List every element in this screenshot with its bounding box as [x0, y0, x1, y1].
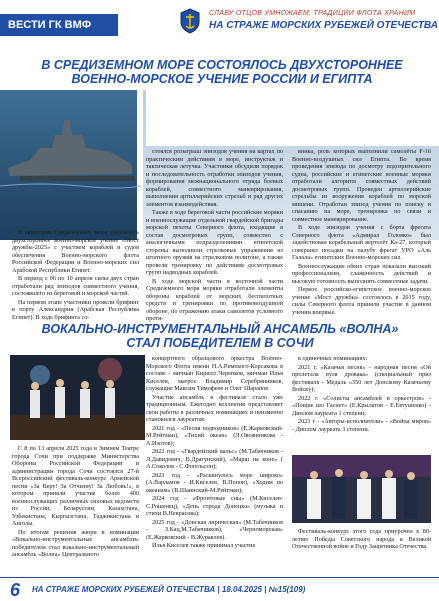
paragraph: Фестиваль-конкурс этого года приурочен к 80-летию Победы Советского народа в Великой Отечественной войне и Году Защитника Отечества.: [292, 528, 431, 550]
section-tag: ВЕСТИ ГК ВМФ: [0, 14, 118, 36]
paragraph: В ходе морской части в восточной части Средиземного моря моряки отработали элементы обороны кораблей от морских беспилотных средств и тренировки по противовоздушной обороне, по отражению атаки самолетов условного проти-: [146, 277, 283, 322]
paragraph: 2021 год - «Песня подводников» (Е.Жарковский-М.Рейтман), «Тихий океан» (Л.Овсянникова - А.Изотов);: [146, 424, 283, 447]
band-stage-photo: [10, 355, 145, 440]
page-footer: [0, 577, 439, 601]
paragraph: 2022 год - «Гвардейский вальс» (М.Табачников - Л.Давидович, В.Драгунский), «Марш на коне» ( А.Соколов - С.Фогельсон);: [146, 448, 283, 470]
paragraph: В акватории Средиземного моря состоялось двухстороннее военно-морское учение «Мост дружбы-2025» с участием кораблей и судов обеспечения Военно-морского флота Российской Федерации и Военно-морских сил Арабской Республики Египет.: [12, 229, 139, 274]
award-ceremony-photo: [292, 455, 431, 523]
paragraph: Также в ходе береговой части российские моряки и военнослужащие отдельной гвардейской бригады морской пехоты Северного флота, входящие в состав досмотровых групп, совместно с аналогичными подразделениями египетской стороны выполнили стрелковые упражнения из штатного оружия на стрелковом полигоне, а также провели тренировку по действиям досмотровых групп надводных кораблей.: [146, 209, 283, 276]
paragraph: По итогам решения жюри в номинации «Вокально-инструментальные ансамбли» победителем стал вокально-инструментальный ансамбль «Волна» Центрального: [12, 528, 139, 558]
paragraph: Военнослужащие обеих стран показали высокий профессионализм, слаженность действий и высокую готовность выполнять совместные задачи.: [292, 262, 431, 285]
paragraph: концертного образцового оркестра Военно-Морского Флота имени Н.А.Римского-Корсакова в составе - мичман Кирилл Черепков, мичман Илья Киселев, матрос Владимир Серебрянников, служащие Максим Тимофеев и Олег Шарапов.: [146, 355, 283, 392]
paragraph: Илья Киселев также принимал участие: [152, 542, 256, 549]
page-number: 6: [10, 580, 21, 600]
slogan: СЛАВУ ОТЦОВ УМНОЖАЕМ, ТРАДИЦИИ ФЛОТА ХРАНИМ: [209, 10, 416, 17]
article2-column-3-continued: [292, 528, 431, 570]
paragraph: На первом этапе участники провели брифинг в порту Александрия (Арабская Республика Египет). В ходе брифинга со-: [12, 298, 139, 321]
article2-column-2: [146, 355, 283, 570]
paragraph: В ходе эпизодов учения с борта фрегата Северного флота «Адмирал Головко» был задействован корабельный вертолёт Ка-27, который совершил посадки на палубу фрегат УРО «Аль Галала» египетских Военно-морских сил.: [292, 224, 431, 261]
paragraph: 2021 г. «Казачья песня» - народная песня «Ой пролетала пуля дровака» (специальный приз фестиваля - Медаль «350 лет Донскому Казачьему Войску);: [292, 363, 431, 393]
article2-column-1: [12, 445, 139, 565]
navy-emblem-icon: [179, 8, 201, 34]
paragraph: В период с 06 по 10 апреля силы двух стран отработали ряд эпизодов совместного учения, состоявшего из береговой и морской частей.: [12, 275, 139, 297]
article2-column-3: [292, 355, 431, 455]
paragraph: С 8 по 13 апреля 2025 года в Зимнем Театре города Сочи при поддержке Министерства Обороны Российской Федерации и администрации города Сочи состоялся 27-й Всероссийский фестиваль-конкурс Армейской песни «За Веру! За Отчизну! За Любовь!», в котором приняли участие более 400 военнослужащих различных силовых ведомств из России, Беларуссии, Казахстана, Узбекистана, Кыргызстана, Таджикистана и Анголы.: [12, 445, 139, 527]
article1-title: В СРЕДИЗЕМНОМ МОРЕ СОСТОЯЛОСЬ ДВУХСТОРОННЕЕ ВОЕННО-МОРСКОЕ УЧЕНИЕ РОССИИ И ЕГИПТА: [41, 58, 403, 86]
paragraph: 2022 г. «Солисты ансамблей и оркестров» - «Пощие шо Гаснет» (Е.Крылатов - Е.Евтушенко) - Диплом лауреата 1 степени;: [292, 394, 431, 417]
paragraph: 2023 г - «Авторы-исполнители» - «Война миров» - Диплом лауреата 3 степени.: [292, 418, 431, 433]
paragraph: в одиночных номинациях:: [298, 355, 368, 362]
paragraph: вника, роль которых выполнили самолёты F-16 Военно-воздушных сил Египта. Во время проведения эпизода по досмотру подозрительного судна, российские и египетские военные моряки отработали алгоритм совместных действий досмотровых групп. Проведен артиллерийские стрельбы из вооружения кораблей по морской мишени. Отработан эпизод учения по поиску и спасанию на море, тренировка по связи и совместное маневрирование.: [292, 148, 431, 223]
paragraph: Участие ансамбль в фестивале стало уже традиционным. Ежегодно коллектив представляет свои работы в различных номинациях и неизменно становился лауреатом:: [146, 393, 283, 423]
paragraph: 2025 год - «Донская лирическая» (М.Табачников - З.Кац,М.Табачников), «Черноморская» (Е.Жарковский - В.Журавлев).: [146, 518, 283, 541]
article2-title: ВОКАЛЬНО-ИНСТРУМЕНТАЛЬНЫЙ АНСАМБЛЬ «ВОЛНА» СТАЛ ПОБЕДИТЕЛЕМ В СОЧИ: [41, 322, 399, 350]
page-header: [0, 0, 439, 42]
paragraph: Первое российско-египетское военно-морское учение «Мост дружбы» состоялось в 2015 году, силы Северного флота приняли участие в данном учении впервые.: [292, 286, 431, 316]
footer-text: НА СТРАЖЕ МОРСКИХ РУБЕЖЕЙ ОТЕЧЕСТВА | 18.04.2025 | №15(109): [32, 585, 306, 594]
paragraph: 2024 год - «Фронтовые сны» (М.Киселев-С.Рошенец), «День города Донецка» (музыка и стихи В.Некрасова);: [146, 495, 283, 517]
paragraph: стоялся розыгрыш эпизодов учения на картах по практическим действиям в море, инструктаж и тактическая летучка. Участники обсудили порядок и последовательность отработки эпизодов учения, формирования межнационального отряда боевых кораблей, совместного маневрирования, выполнения артиллерийских стрельб и ряд других элементов взаимодействия.: [146, 148, 283, 208]
masthead: НА СТРАЖЕ МОРСКИХ РУБЕЖЕЙ ОТЕЧЕСТВА: [209, 20, 438, 31]
paragraph: 2023 год - «Раскинулось море широко» (А.Варламов - И.Киселев, В.Попов), «Ходим по океанам» (В.Шаинский-М.Рейтман);: [146, 471, 283, 494]
